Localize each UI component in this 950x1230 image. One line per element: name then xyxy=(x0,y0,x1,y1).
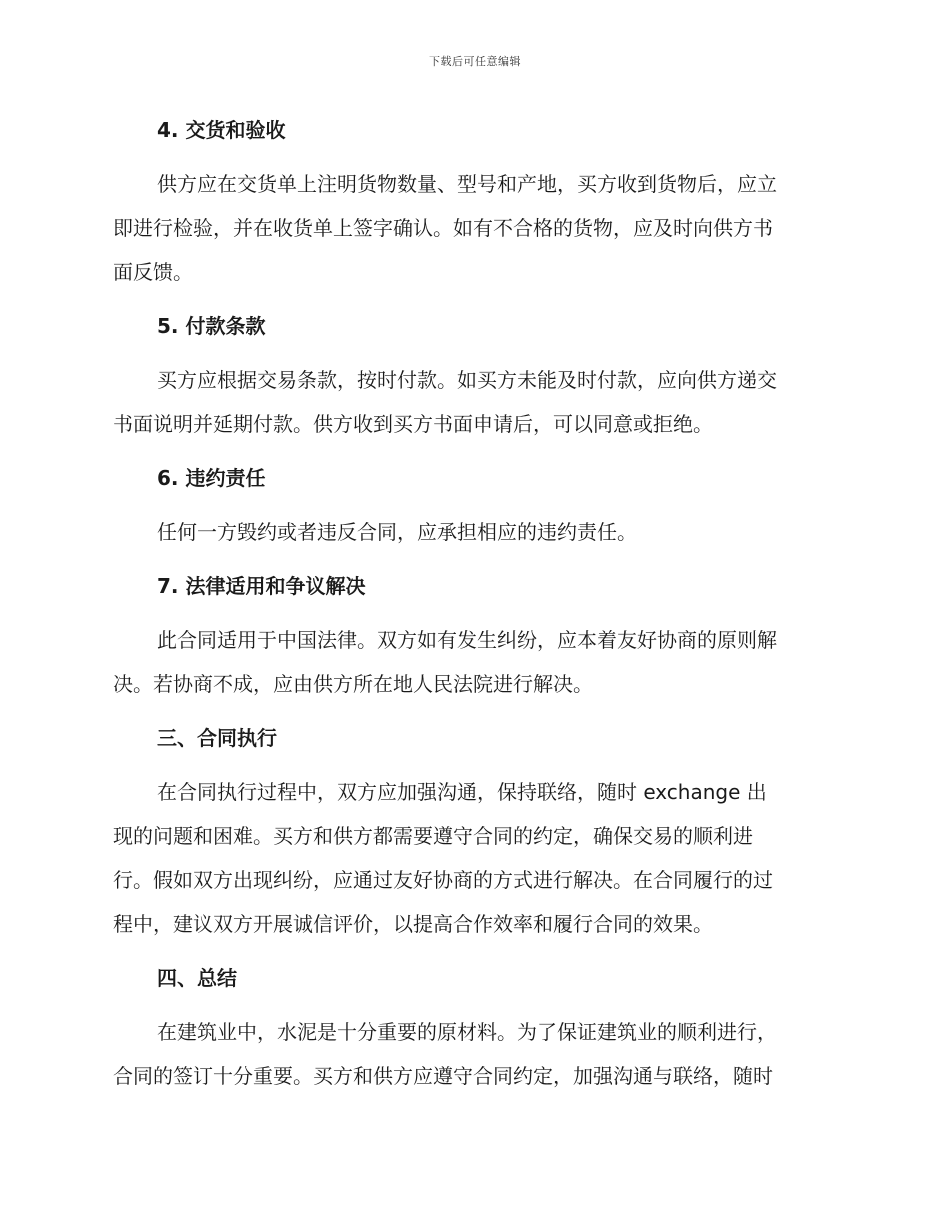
section-paragraph xyxy=(113,770,833,946)
paragraph-line: 供方应在交货单上注明货物数量、型号和产地，买方收到货物后，应立 xyxy=(157,172,777,196)
section-paragraph xyxy=(113,162,833,294)
paragraph-line: 行。假如双方出现纠纷，应通过友好协商的方式进行解决。在合同履行的过 xyxy=(113,868,773,892)
paragraph-line: 在合同执行过程中，双方应加强沟通，保持联络，随时 exchange 出 xyxy=(157,780,767,804)
section-paragraph xyxy=(113,618,833,706)
section-paragraph xyxy=(113,510,833,554)
section-heading: 4. 交货和验收 xyxy=(157,118,286,142)
section-heading: 6. 违约责任 xyxy=(157,466,266,490)
section-heading: 5. 付款条款 xyxy=(157,314,266,338)
section-heading: 7. 法律适用和争议解决 xyxy=(157,574,366,598)
document-body xyxy=(113,108,833,1108)
paragraph-line: 决。若协商不成，应由供方所在地人民法院进行解决。 xyxy=(113,672,593,696)
page-header: 下载后可任意编辑 xyxy=(429,55,521,68)
paragraph-line: 合同的签订十分重要。买方和供方应遵守合同约定，加强沟通与联络，随时 xyxy=(113,1064,773,1088)
paragraph-line: 买方应根据交易条款，按时付款。如买方未能及时付款，应向供方递交 xyxy=(157,368,777,392)
section-heading: 三、合同执行 xyxy=(157,726,277,750)
paragraph-line: 程中，建议双方开展诚信评价，以提高合作效率和履行合同的效果。 xyxy=(113,912,713,936)
section-paragraph xyxy=(113,1010,833,1098)
paragraph-line: 此合同适用于中国法律。双方如有发生纠纷，应本着友好协商的原则解 xyxy=(157,628,777,652)
paragraph-line: 在建筑业中，水泥是十分重要的原材料。为了保证建筑业的顺利进行， xyxy=(157,1020,777,1044)
paragraph-line: 面反馈。 xyxy=(113,260,193,284)
paragraph-line: 任何一方毁约或者违反合同，应承担相应的违约责任。 xyxy=(157,520,637,544)
section-paragraph xyxy=(113,358,833,446)
paragraph-line: 现的问题和困难。买方和供方都需要遵守合同的约定，确保交易的顺利进 xyxy=(113,824,753,848)
section-heading: 四、总结 xyxy=(157,966,237,990)
paragraph-line: 即进行检验，并在收货单上签字确认。如有不合格的货物，应及时向供方书 xyxy=(113,216,773,240)
paragraph-line: 书面说明并延期付款。供方收到买方书面申请后，可以同意或拒绝。 xyxy=(113,412,713,436)
